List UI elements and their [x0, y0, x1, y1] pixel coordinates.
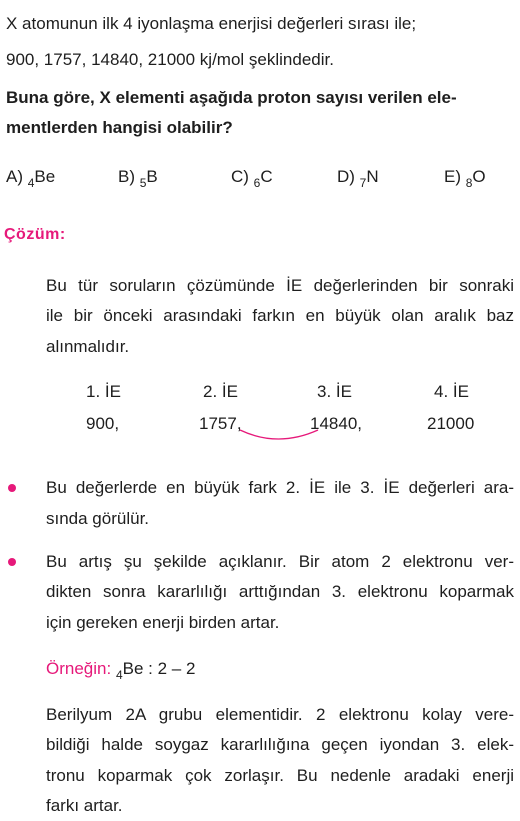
ie-value-4: 21000: [427, 414, 475, 433]
bullet-dot: [8, 484, 16, 492]
option-b[interactable]: [118, 167, 158, 190]
element-symbol: Be: [122, 659, 144, 678]
ie-value-2: 1757,: [199, 414, 242, 433]
atomic-number: 8: [465, 176, 473, 190]
atomic-number: 5: [139, 176, 147, 190]
bullet-2-line-2: dikten sonra kararlılığı arttığından 3. elektronu koparmak: [46, 582, 514, 601]
option-label: C): [231, 167, 254, 186]
element-symbol: Be: [34, 167, 56, 186]
explanation-line-1: Berilyum 2A grubu elementidir. 2 elektronu kolay vere-: [46, 705, 514, 724]
option-label: D): [337, 167, 360, 186]
atomic-number: 6: [253, 176, 261, 190]
option-label: E): [444, 167, 466, 186]
explanation-line-4: farkı artar.: [46, 796, 123, 815]
option-e[interactable]: [444, 167, 486, 190]
ie-header-2: 2. İE: [203, 382, 238, 401]
bullet-2-line-3: için gereken enerji birden artar.: [46, 613, 280, 632]
gap-arc: [236, 426, 326, 446]
atomic-number: 7: [359, 176, 367, 190]
explanation-line-2: bildiği halde soygaz kararlılığına geçen iyondan 3. elek-: [46, 735, 514, 754]
explanation-line-3: tronu koparmak çok zorlaşır. Bu nedenle aradaki enerji: [46, 766, 514, 785]
ie-header-1: 1. İE: [86, 382, 121, 401]
ie-value-1: 900,: [86, 414, 120, 433]
ie-value-3: 14840,: [310, 414, 362, 433]
intro-line-3: alınmalıdır.: [46, 337, 130, 356]
bullet-dot: [8, 558, 16, 566]
bullet-1-line-2: sında görülür.: [46, 509, 150, 528]
atomic-number: 4: [115, 668, 123, 682]
option-d[interactable]: [337, 167, 379, 190]
solution-heading: Çözüm:: [4, 226, 66, 243]
element-symbol: B: [146, 167, 158, 186]
question-line-2: 900, 1757, 14840, 21000 kj/mol şeklindedir.: [6, 50, 334, 69]
ie-header-3: 3. İE: [317, 382, 352, 401]
electron-config: : 2 – 2: [143, 659, 196, 678]
option-a[interactable]: [6, 167, 56, 190]
option-c[interactable]: [231, 167, 273, 190]
question-bold-line-1: Buna göre, X elementi aşağıda proton sayısı verilen ele-: [6, 88, 457, 107]
bullet-2-line-1: Bu artış şu şekilde açıklanır. Bir atom 2 elektronu ver-: [46, 552, 514, 571]
option-label: A): [6, 167, 28, 186]
example-label: Örneğin:: [46, 659, 112, 678]
atomic-number: 4: [27, 176, 35, 190]
ie-header-4: 4. İE: [434, 382, 469, 401]
element-symbol: O: [472, 167, 486, 186]
question-bold-line-2: mentlerden hangisi olabilir?: [6, 118, 233, 137]
option-label: B): [118, 167, 140, 186]
intro-line-1: Bu tür soruların çözümünde İE değerlerinden bir sonraki: [46, 276, 514, 295]
intro-line-2: ile bir önceki arasındaki farkın en büyük olan aralık baz: [46, 306, 514, 325]
element-symbol: C: [260, 167, 273, 186]
element-symbol: N: [366, 167, 379, 186]
example-line: [46, 659, 196, 682]
bullet-1-line-1: Bu değerlerde en büyük fark 2. İE ile 3. İE değerleri ara-: [46, 478, 514, 497]
question-line-1: X atomunun ilk 4 iyonlaşma enerjisi değerleri sırası ile;: [6, 14, 417, 33]
